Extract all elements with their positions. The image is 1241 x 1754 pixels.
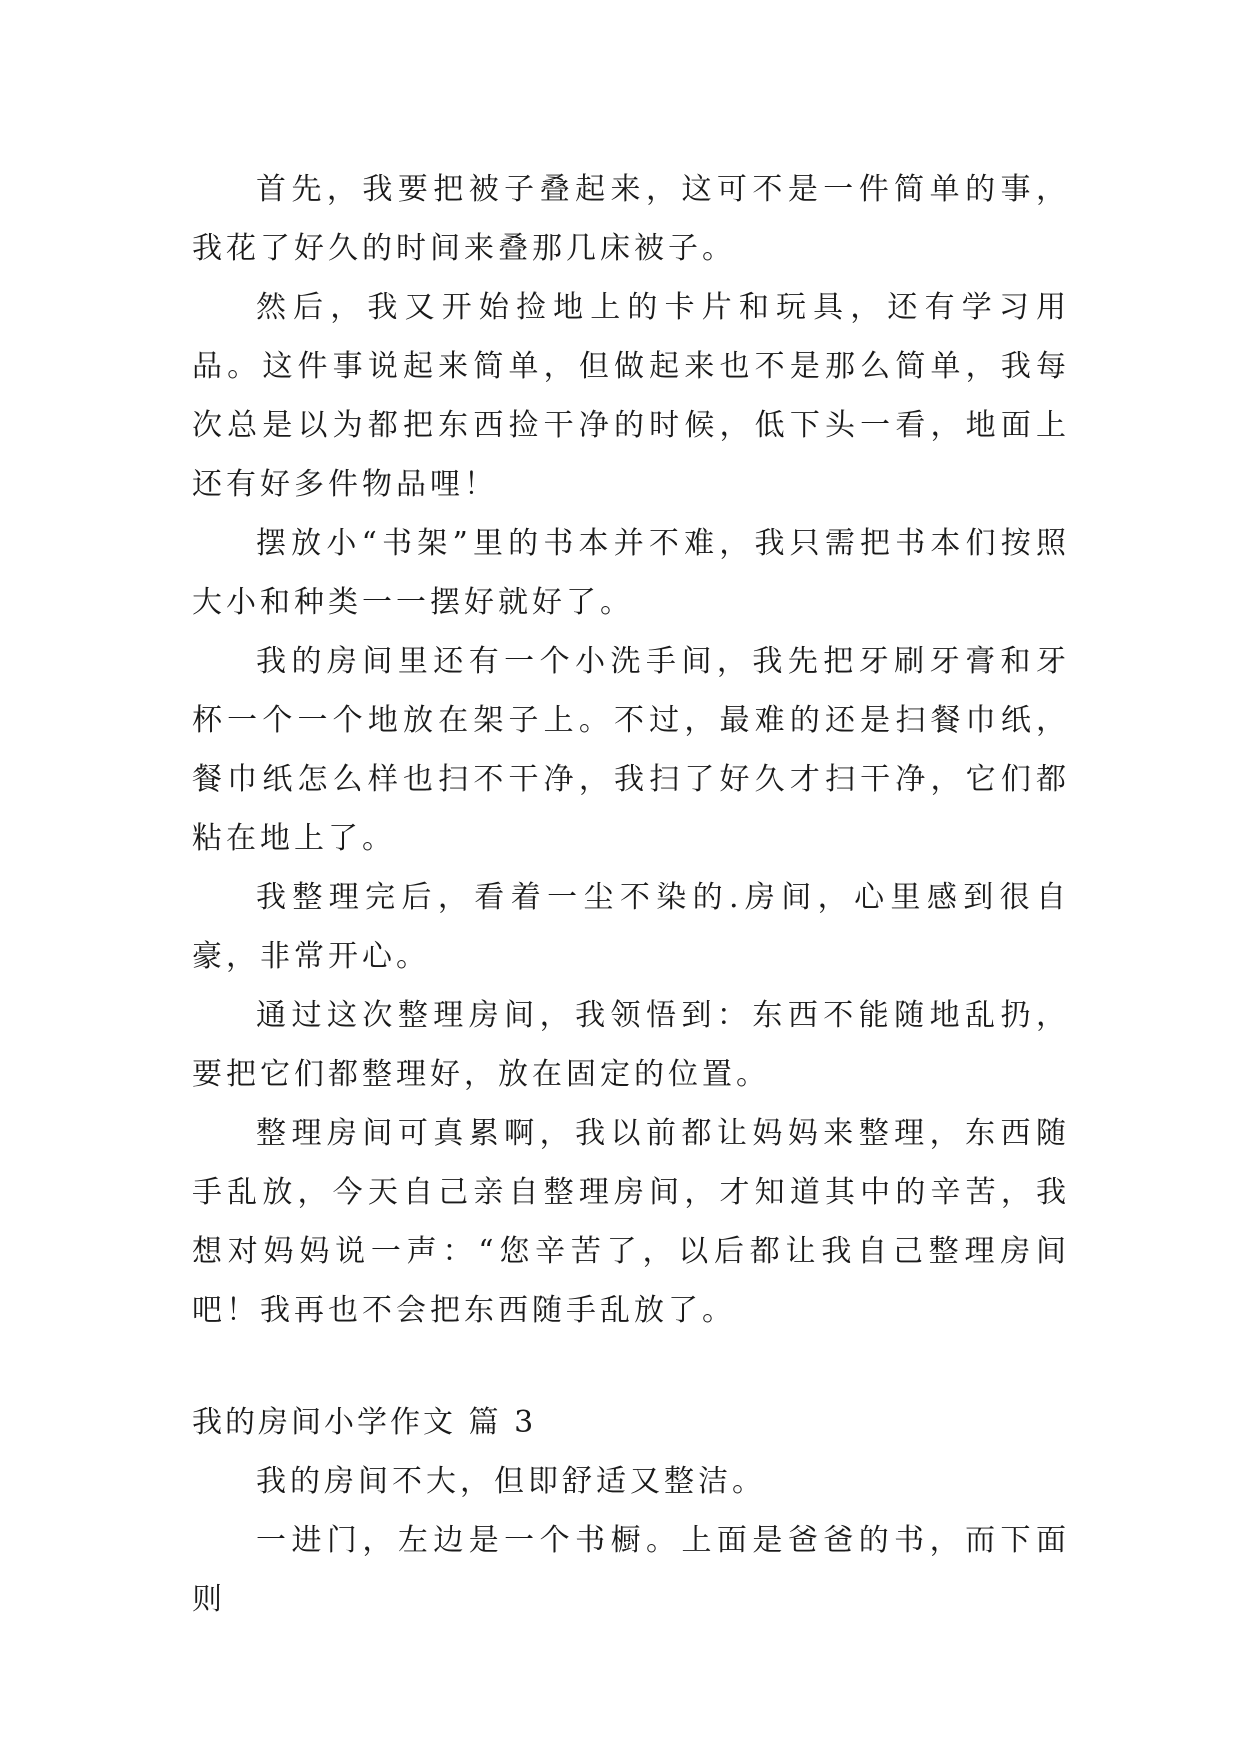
paragraph: 一进门，左边是一个书橱。上面是爸爸的书，而下面则 xyxy=(192,1523,1070,1617)
paragraph: 然后，我又开始捡地上的卡片和玩具，还有学习用品。这件事说起来简单，但做起来也不是那么简单，我每次总是以为都把东西捡干净的时候，低下头一看，地面上还有好多件物品哩！ xyxy=(192,290,1070,502)
section-title: 我的房间小学作文 篇 3 xyxy=(192,1405,537,1440)
paragraph: 通过这次整理房间，我领悟到：东西不能随地乱扔，要把它们都整理好，放在固定的位置。 xyxy=(192,998,1070,1092)
paragraph: 我的房间不大，但即舒适又整洁。 xyxy=(256,1464,766,1499)
paragraph: 我的房间里还有一个小洗手间，我先把牙刷牙膏和牙杯一个一个地放在架子上。不过，最难的还是扫餐巾纸，餐巾纸怎么样也扫不干净，我扫了好久才扫干净，它们都粘在地上了。 xyxy=(192,644,1070,856)
essay-body xyxy=(192,160,1070,1629)
paragraph: 摆放小“书架”里的书本并不难，我只需把书本们按照大小和种类一一摆好就好了。 xyxy=(192,526,1070,620)
paragraph: 我整理完后，看着一尘不染的.房间，心里感到很自豪，非常开心。 xyxy=(192,880,1070,974)
paragraph: 整理房间可真累啊，我以前都让妈妈来整理，东西随手乱放，今天自己亲自整理房间，才知道其中的辛苦，我想对妈妈说一声：“您辛苦了，以后都让我自己整理房间吧！我再也不会把东西随手乱放了。 xyxy=(192,1116,1070,1328)
paragraph: 首先，我要把被子叠起来，这可不是一件简单的事，我花了好久的时间来叠那几床被子。 xyxy=(192,172,1070,266)
